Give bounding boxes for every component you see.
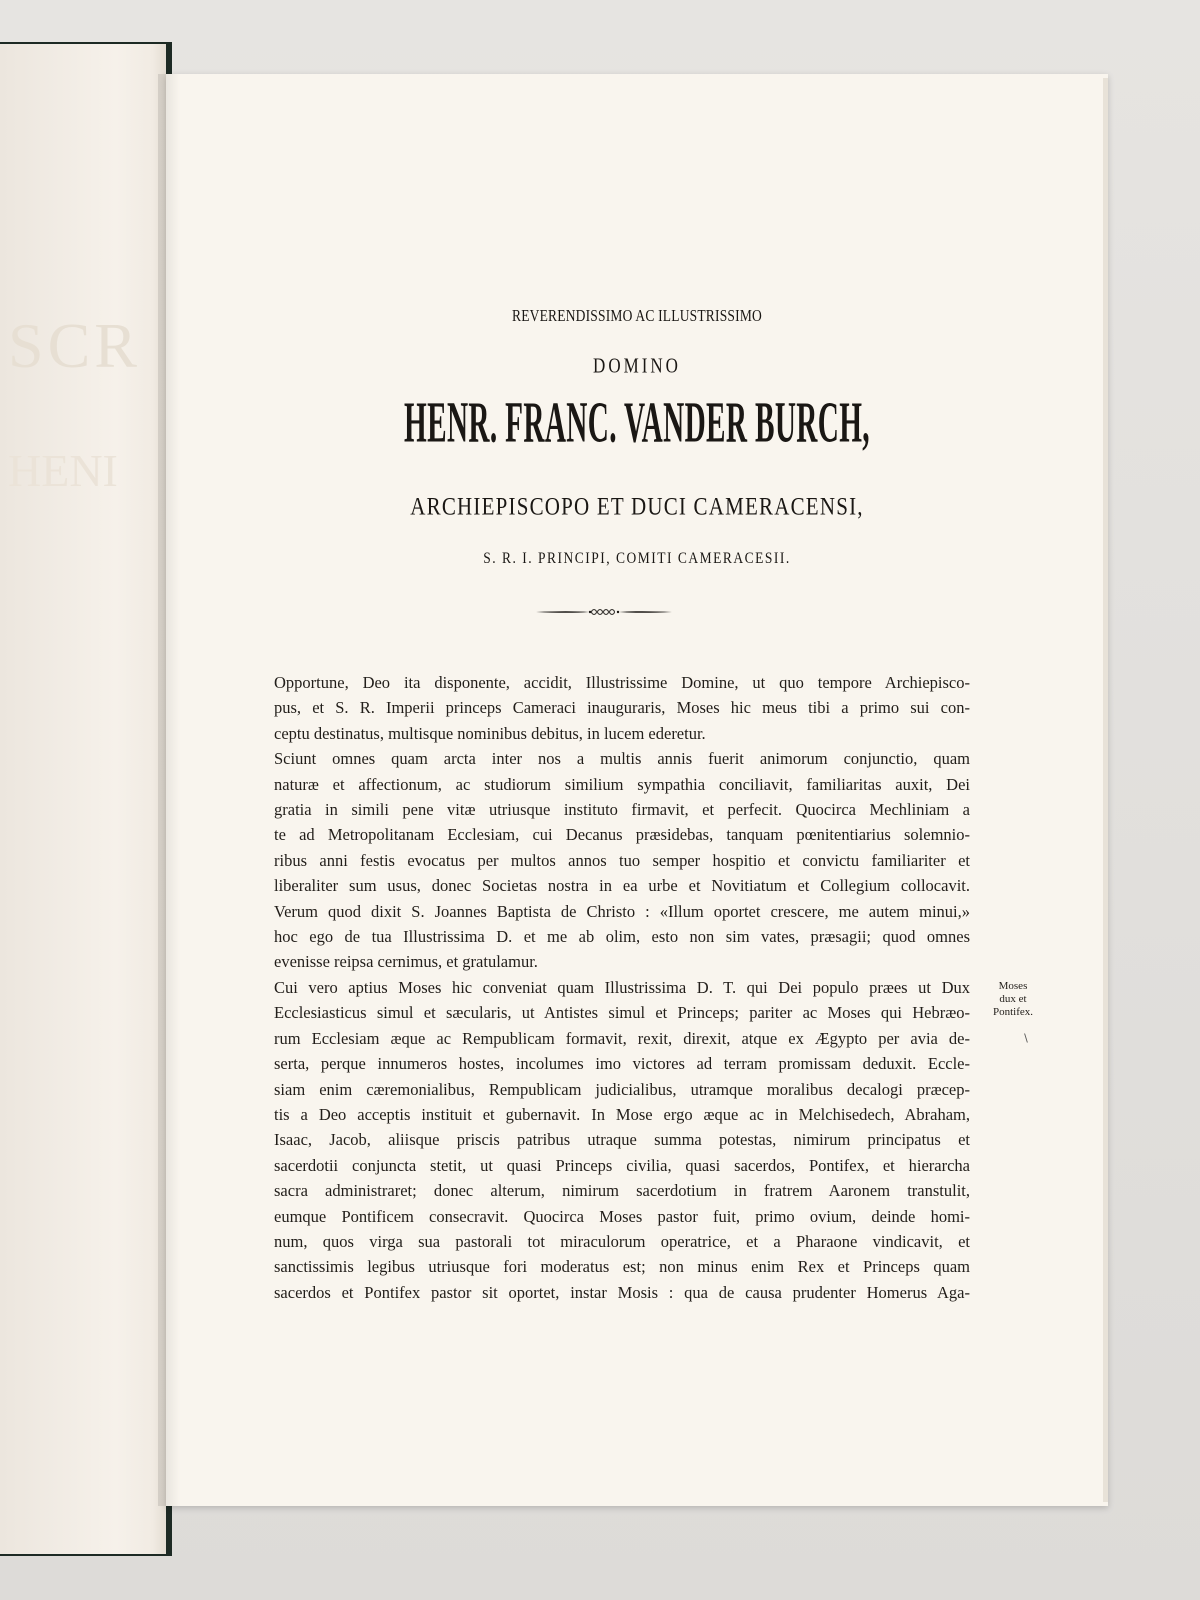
text-line: evenisse reipsa cernimus, et gratulamur. [274, 952, 538, 972]
margin-note-line: dux et [999, 993, 1027, 1005]
margin-note-line: Pontifex. [992, 1006, 1034, 1018]
text-line: Ecclesiasticus simul et sæcularis, ut Antistes simul et Princeps; pariter ac Moses qui Hebræo- [274, 1003, 970, 1023]
text-line: Opportune, Deo ita disponente, accidit, Illustrissime Domine, ut quo tempore Archiepisco- [274, 673, 970, 692]
text-line: liberaliter sum usus, donec Societas nostra in ea urbe et Novitiatum et Collegium collocavit. [274, 876, 970, 896]
left-page [0, 44, 166, 1554]
text-line: siam enim cæremonialibus, Rempublicam judicialibus, utramque moralibus decalogi præcep- [274, 1079, 970, 1099]
paragraph-3 [258, 975, 970, 1305]
text-line: gratia in simili pene vitæ utriusque instituto firmavit, et perfecit. Quocirca Mechliniam a [274, 800, 970, 820]
text-line: sanctissimis legibus utriusque fori moderatus est; non minus enim Rex et Princeps quam [274, 1257, 970, 1277]
text-line: sacerdotii conjuncta stetit, ut quasi Princeps civilia, quasi sacerdos, Pontifex, et hierarcha [274, 1155, 970, 1175]
page-edge [1103, 78, 1108, 1502]
text-line: sacerdos et Pontifex pastor sit oportet, instar Mosis : qua de causa prudenter Homerus Aga- [274, 1282, 970, 1302]
right-page [166, 74, 1108, 1506]
text-line: tis a Deo acceptis instituit et gubernavit. In Mose ergo æque ac in Melchisedech, Abraham, [274, 1104, 970, 1124]
text-line: num, quos virga sua pastorali tot miraculorum operatrice, et a Pharaone vindicavit, et [274, 1231, 970, 1251]
paragraph-1 [258, 670, 970, 746]
dedication-name: HENR. FRANC. VANDER BURCH, [404, 391, 870, 456]
text-line: Sciunt omnes quam arcta inter nos a multis annis fuerit animorum conjunctio, quam [274, 749, 970, 769]
paragraph-2 [258, 746, 970, 975]
dedication-line-4: ARCHIEPISCOPO ET DUCI CAMERACENSI, [410, 491, 864, 521]
text-line: ribus anni festis evocatus per multos annos tuo semper hospitio et convictu familiariter et [274, 850, 970, 870]
text-line: rum Ecclesiam æque ac Rempublicam formavit, rexit, direxit, atque ex Ægypto per avia de- [274, 1028, 970, 1048]
text-line: te ad Metropolitanam Ecclesiam, cui Decanus præsidebas, tanquam pœnitentiarius solemnio- [274, 825, 970, 845]
margin-note [982, 980, 1044, 1019]
text-line: hoc ego de tua Illustrissima D. et me ab olim, esto non sim vates, præsagii; quod omnes [274, 927, 970, 947]
text-line: naturæ et affectionum, ac studiorum similium sympathia conciliavit, familiaritas auxit, Dei [274, 774, 970, 794]
text-line: Verum quod dixit S. Joannes Baptista de Christo : «Illum oportet crescere, me autem minui,» [274, 901, 970, 921]
dedication-line-2: DOMINO [593, 353, 681, 378]
text-line: ceptu destinatus, multisque nominibus debitus, in lucem ederetur. [274, 723, 706, 743]
ornament-divider [534, 606, 674, 618]
text-line: sacra administraret; donec alterum, nimirum sacerdotium in fratrem Aaronem transtulit, [274, 1181, 970, 1201]
text-line: serta, perque innumeros hostes, incolumes imo victores ad terram promissam deduxit. Eccle- [274, 1054, 970, 1074]
left-page-ghost-title: SCR [8, 310, 141, 381]
text-line: pus, et S. R. Imperii princeps Cameraci inauguraris, Moses hic meus tibi a primo sui con- [274, 698, 970, 718]
margin-mark-icon: ∖ [1022, 1032, 1030, 1045]
body-text [258, 670, 970, 1305]
dedication-line-1: REVERENDISSIMO AC ILLUSTRISSIMO [512, 306, 762, 325]
book-gutter-shadow [158, 74, 180, 1506]
dedication-line-5: S. R. I. PRINCIPI, COMITI CAMERACESII. [483, 548, 791, 567]
left-page-ghost-subtitle: HENI [8, 445, 118, 496]
text-line: Isaac, Jacob, aliisque priscis patribus utraque summa potestas, nimirum principatus et [274, 1130, 970, 1150]
text-line: eumque Pontificem consecravit. Quocirca Moses pastor fuit, primo ovium, deinde homi- [274, 1206, 970, 1226]
margin-note-line: Moses [998, 980, 1028, 992]
text-line: Cui vero aptius Moses hic conveniat quam Illustrissima D. T. qui Dei populo præes ut Dux [274, 977, 970, 997]
